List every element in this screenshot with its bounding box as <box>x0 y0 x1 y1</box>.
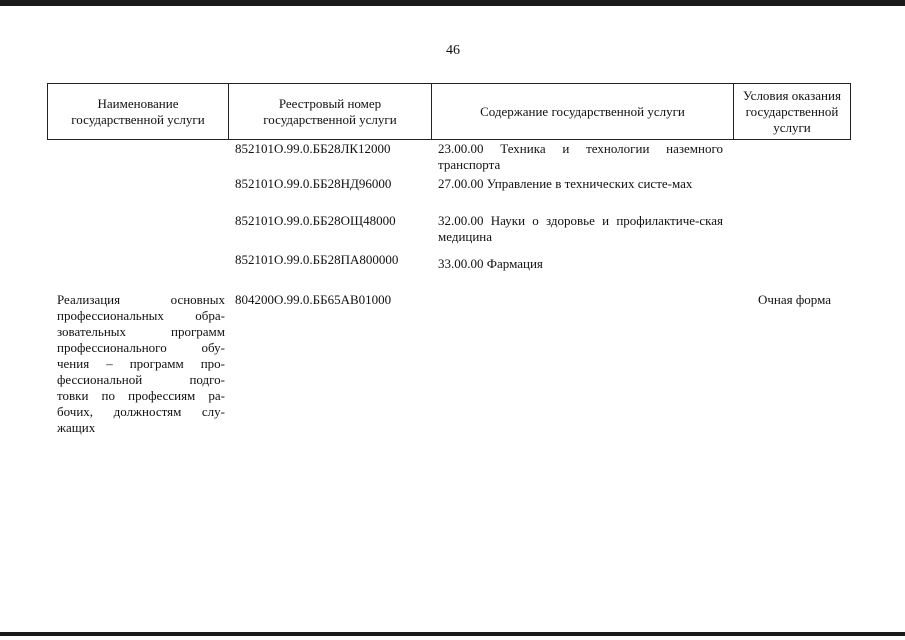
service-content: 32.00.00 Науки о здоровье и профилактиче-ская медицина <box>438 213 723 244</box>
header-line: государственной услуги <box>71 111 205 127</box>
header-service-conditions <box>734 84 851 140</box>
header-line: Реестровый номер <box>278 95 382 111</box>
service-name-line: товки по профессиям ра- <box>57 388 225 403</box>
service-content: 27.00.00 Управление в технических систе-мах <box>438 176 693 191</box>
service-name <box>57 292 225 436</box>
table-header <box>47 83 851 140</box>
header-line: государственной услуги <box>263 111 397 127</box>
service-name-line: профессионального обу- <box>57 340 225 355</box>
service-name-line: чения – программ про- <box>57 356 225 371</box>
header-service-name <box>48 84 229 140</box>
page-number: 46 <box>446 43 460 58</box>
registry-code: 804200О.99.0.ББ65АВ01000 <box>235 292 392 307</box>
registry-code: 852101О.99.0.ББ28ПА800000 <box>235 252 399 267</box>
header-service-content <box>432 84 734 140</box>
bottom-border-rule <box>0 632 905 636</box>
service-name-line: жащих <box>57 420 96 435</box>
service-content: 23.00.00 Техника и технологии наземного транспорта <box>438 141 723 172</box>
service-name-line: профессиональных обра- <box>57 308 225 323</box>
service-name-line: Реализация основных <box>57 292 225 307</box>
service-condition: Очная форма <box>758 292 832 307</box>
registry-code: 852101О.99.0.ББ28ОЩ48000 <box>235 213 396 228</box>
service-content: 33.00.00 Фармация <box>438 256 543 271</box>
header-line: Условия оказания <box>743 87 841 103</box>
top-border-rule <box>0 0 905 6</box>
header-row <box>48 84 851 140</box>
header-line: Содержание государственной услуги <box>480 103 685 119</box>
header-registry-number <box>229 84 432 140</box>
service-name-line: зовательных программ <box>57 324 225 339</box>
service-name-line: бочих, должностям слу- <box>57 404 225 419</box>
header-line: государственной <box>745 103 839 119</box>
header-line: услуги <box>773 119 811 135</box>
registry-code: 852101О.99.0.ББ28НД96000 <box>235 176 392 191</box>
registry-code: 852101О.99.0.ББ28ЛК12000 <box>235 141 391 156</box>
header-line: Наименование <box>97 95 179 111</box>
service-name-line: фессиональной подго- <box>57 372 225 387</box>
